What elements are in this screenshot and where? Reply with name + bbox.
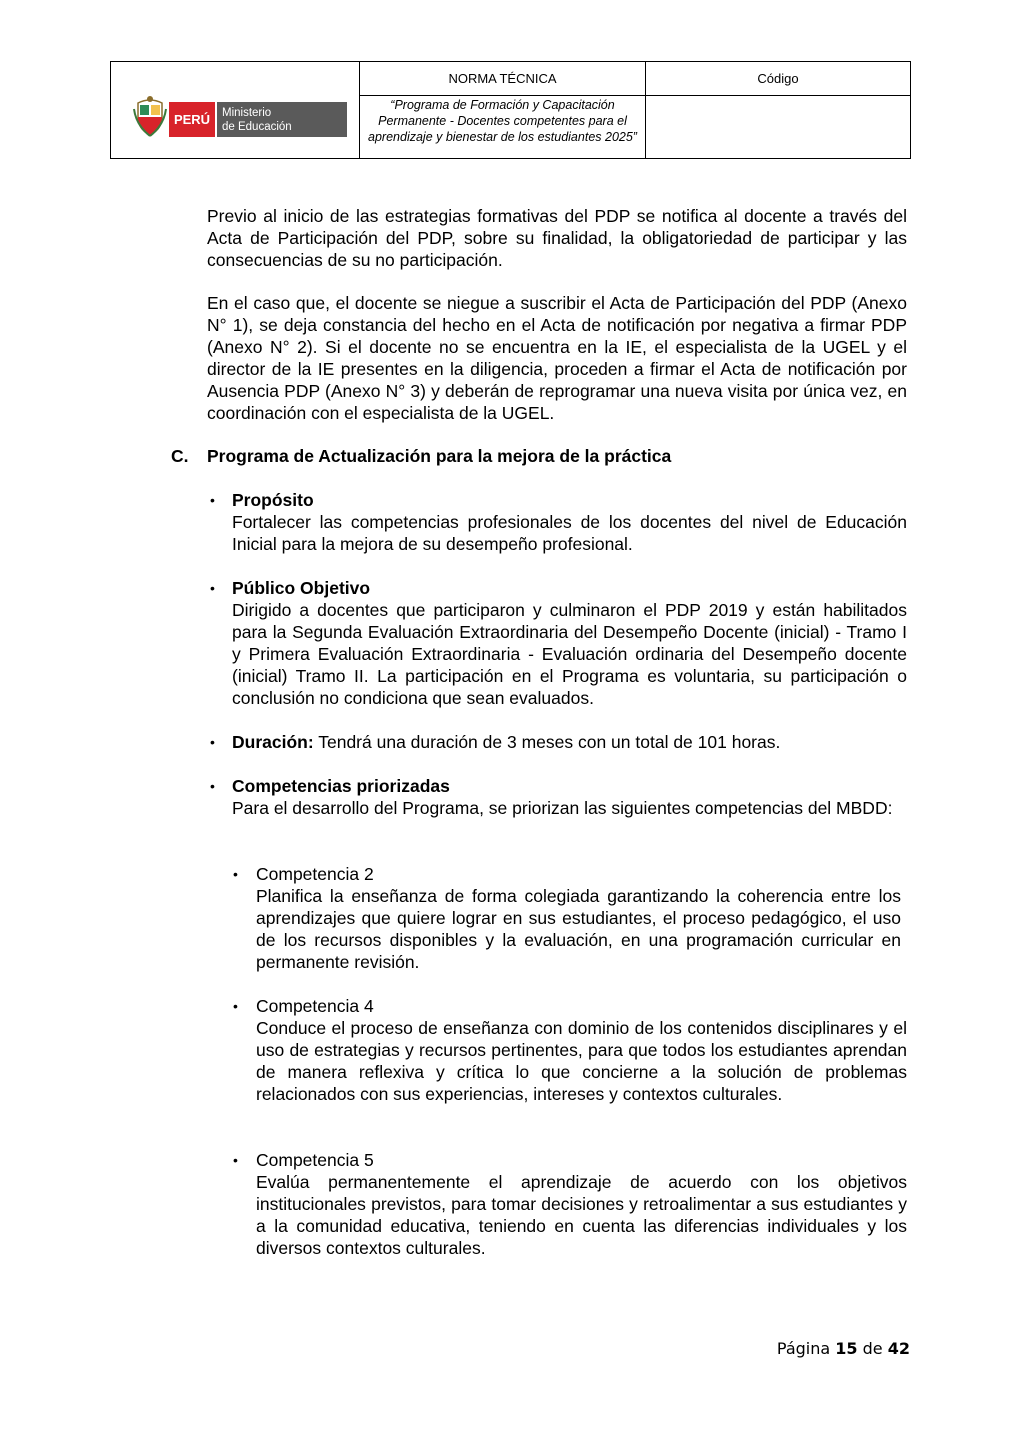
competencia-4-text: Conduce el proceso de enseñanza con dominio de los contenidos disciplinares y el uso de estrategias y recursos pertinentes, para que todos los estudiantes aprendan de manera reflexiva y crítica lo que concierne a la solución de problemas relacionados con sus experiencias, intereses y contextos culturales.: [256, 1018, 907, 1104]
proposito-title: Propósito: [232, 490, 314, 510]
bullet-icon: •: [210, 580, 215, 596]
norma-tecnica-label: NORMA TÉCNICA: [360, 62, 646, 96]
competencia-5-text: Evalúa permanentemente el aprendizaje de acuerdo con los objetivos institucionales previstos, para tomar decisiones y retroalimentar a sus estudiantes y a la comunidad educativa, teniendo en cuenta las diferencias individuales y los diversos contextos culturales.: [256, 1172, 907, 1258]
logo-country-label: PERÚ: [169, 102, 215, 137]
competencias-text: Para el desarrollo del Programa, se priorizan las siguientes competencias del MBDD:: [232, 798, 893, 818]
competencia-2-name: Competencia 2: [256, 864, 374, 884]
bullet-icon: •: [233, 998, 238, 1014]
peru-coat-of-arms-icon: [133, 95, 167, 137]
publico-title: Público Objetivo: [232, 578, 371, 598]
intro-paragraph-1: Previo al inicio de las estrategias formativas del PDP se notifica al docente a través del Acta de Participación del PDP, sobre su finalidad, la obligatoriedad de participar y las consecuencias de su no participación.: [207, 206, 907, 270]
publico-text: Dirigido a docentes que participaron y culminaron el PDP 2019 y están habilitados para la Segunda Evaluación Extraordinaria del Desempeño Docente (inicial) - Tramo I y Primera Evaluación Extraordinaria - Evaluación ordinaria del Desempeño docente (inicial) Tramo II. La participación en el Programa es voluntaria, su participación o conclusión no condiciona que sean evaluados.: [232, 600, 907, 708]
logo-cell: [111, 62, 360, 158]
document-header-table: [110, 61, 911, 159]
competencia-2-text: Planifica la enseñanza de forma colegiada garantizando la coherencia entre los aprendizajes que quiere lograr en sus estudiantes, el proceso pedagógico, el uso de los recursos disponibles y la evaluación, en una programación curricular en permanente revisión.: [256, 886, 901, 972]
bullet-icon: •: [210, 734, 215, 750]
competencia-4-name: Competencia 4: [256, 996, 374, 1016]
codigo-value-cell: [646, 96, 910, 158]
of-word: de: [862, 1339, 883, 1358]
bullet-icon: •: [233, 1152, 238, 1168]
codigo-label: Código: [646, 62, 910, 96]
bullet-icon: •: [210, 492, 215, 508]
competencias-title: Competencias priorizadas: [232, 776, 450, 796]
bullet-icon: •: [233, 866, 238, 882]
page-word: Página: [776, 1339, 831, 1358]
total-pages: 42: [887, 1339, 910, 1358]
competencia-5-name: Competencia 5: [256, 1150, 374, 1170]
duracion-title: Duración:: [232, 732, 314, 752]
section-title: Programa de Actualización para la mejora de la práctica: [207, 446, 672, 466]
logo-ministry-line1: Ministerio: [222, 107, 272, 119]
section-letter: C.: [171, 446, 189, 466]
page-number-footer: [760, 1339, 910, 1358]
bullet-icon: •: [210, 778, 215, 794]
duracion-text: Tendrá una duración de 3 meses con un total de 101 horas.: [313, 732, 781, 752]
logo-ministry-label: [217, 102, 347, 137]
duracion-item: [232, 731, 907, 753]
intro-paragraph-2: En el caso que, el docente se niegue a suscribir el Acta de Participación del PDP (Anexo N° 1), se deja constancia del hecho en el Acta de notificación por negativa a firmar PDP (Anexo N° 2). Si el docente no se encuentra en la IE, el especialista de la UGEL y el director de la IE presentes en la diligencia, proceden a firmar el Acta de notificación por Ausencia PDP (Anexo N° 3) y deberán de reprogramar una nueva visita por única vez, en coordinación con el especialista de la UGEL.: [207, 293, 907, 423]
logo-ministry-line2: de Educación: [222, 121, 292, 133]
program-title: “Programa de Formación y Capacitación Permanente - Docentes competentes para el aprendizaje y bienestar de los estudiantes 2025”: [360, 96, 646, 158]
proposito-text: Fortalecer las competencias profesionales de los docentes del nivel de Educación Inicial para la mejora de su desempeño profesional.: [232, 512, 907, 554]
ministry-logo: [133, 95, 349, 137]
current-page: 15: [835, 1339, 858, 1358]
